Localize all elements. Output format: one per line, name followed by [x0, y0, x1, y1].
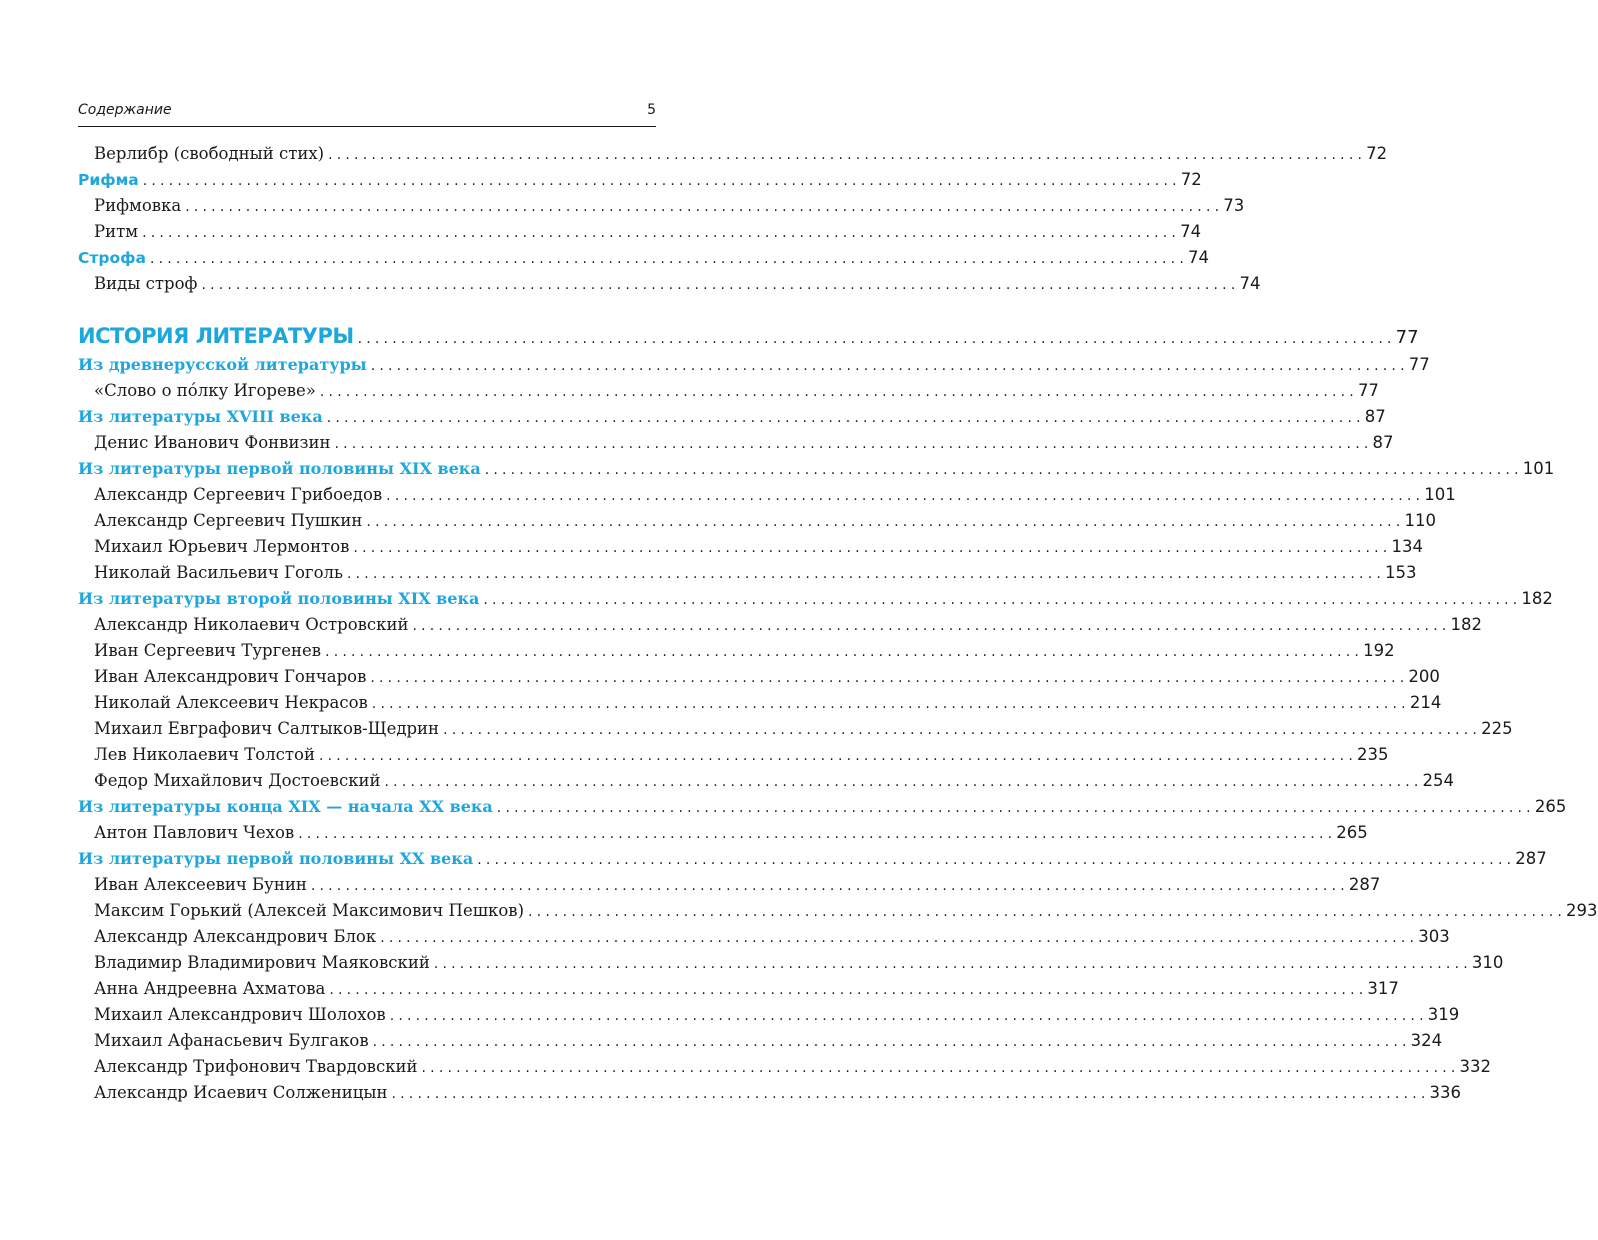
toc-entry-page: 200: [1408, 667, 1440, 686]
toc-entry-page: 310: [1471, 953, 1504, 972]
toc-entry-page: 74: [1180, 222, 1202, 241]
toc-entry-title: Из литературы XVIII века: [78, 407, 323, 426]
toc-entry-title: Из древнерусской литературы: [78, 355, 367, 374]
toc-entry-page: 265: [1336, 823, 1368, 842]
dot-leader: ........................................................................................................................: [496, 800, 1535, 816]
toc-entry-page: 73: [1223, 196, 1245, 215]
toc-entry: [78, 976, 1399, 1002]
toc-entry-page: 225: [1481, 719, 1513, 738]
toc-section-entry: [78, 245, 1209, 271]
toc-entry-title: ИСТОРИЯ ЛИТЕРАТУРЫ: [78, 324, 354, 348]
toc-entry: [78, 690, 1442, 716]
dot-leader: ........................................................................................................................: [433, 956, 1472, 972]
toc-section-entry: [78, 352, 1430, 378]
dot-leader: ........................................................................................................................: [366, 514, 1405, 530]
dot-leader: ........................................................................................................................: [310, 878, 1349, 894]
toc-entry-page: 182: [1521, 589, 1553, 608]
dot-leader: ........................................................................................................................: [185, 199, 1224, 215]
toc-entry-page: 134: [1391, 537, 1423, 556]
toc-entry-title: Иван Сергеевич Тургенев: [94, 641, 322, 660]
toc-entry-title: Михаил Александрович Шолохов: [94, 1005, 386, 1024]
toc-entry-page: 324: [1410, 1031, 1443, 1050]
toc-entry: [78, 508, 1436, 534]
toc-entry-title: Александр Сергеевич Пушкин: [94, 511, 363, 530]
toc-entry-title: Михаил Евграфович Салтыков-Щедрин: [94, 719, 440, 738]
toc-entry-title: Денис Иванович Фонвизин: [94, 433, 331, 452]
toc-entry: [78, 950, 1504, 976]
dot-leader: ........................................................................................................................: [389, 1008, 1428, 1024]
dot-leader: ........................................................................................................................: [386, 488, 1425, 504]
toc-entry-page: 265: [1534, 797, 1567, 816]
toc-entry-title: Ритм: [94, 222, 139, 241]
dot-leader: ........................................................................................................................: [346, 566, 1385, 582]
toc-section-entry: [78, 167, 1202, 193]
toc-entry-page: 101: [1424, 485, 1456, 504]
toc-entry-title: Анна Андреевна Ахматова: [94, 979, 326, 998]
toc-entry-title: «Слово о пóлку Игореве»: [94, 381, 316, 400]
dot-leader: ........................................................................................................................: [370, 670, 1409, 686]
toc-entry: [78, 534, 1423, 560]
toc-entry: [78, 924, 1450, 950]
toc-entry: [78, 820, 1368, 846]
dot-leader: ........................................................................................................................: [142, 173, 1181, 189]
dot-leader: ........................................................................................................................: [328, 147, 1367, 163]
toc-entry-title: Михаил Юрьевич Лермонтов: [94, 537, 350, 556]
dot-leader: ........................................................................................................................: [483, 592, 1522, 608]
toc-entry-title: Лев Николаевич Толстой: [94, 745, 315, 764]
toc-entry: [78, 193, 1245, 219]
toc-entry: [78, 482, 1456, 508]
dot-leader: ........................................................................................................................: [334, 436, 1373, 452]
toc-entry-page: 74: [1239, 274, 1261, 293]
toc-section-entry: [78, 794, 1567, 820]
dot-leader: ........................................................................................................................: [477, 852, 1516, 868]
toc-entry-page: 303: [1418, 927, 1450, 946]
toc-entry-title: Рифма: [78, 171, 139, 189]
toc-entry: [78, 664, 1440, 690]
toc-entry-page: 87: [1372, 433, 1394, 452]
toc-entry-title: Александр Сергеевич Грибоедов: [94, 485, 383, 504]
toc-entry: [78, 271, 1261, 297]
dot-leader: ........................................................................................................................: [412, 618, 1451, 634]
toc-part-heading: [78, 320, 1419, 352]
toc-entry: [78, 742, 1389, 768]
toc-entry: [78, 1028, 1443, 1054]
toc-section-entry: [78, 846, 1547, 872]
toc-entry-title: Из литературы конца XIX — начала XX века: [78, 797, 493, 816]
toc-entry-page: 77: [1395, 327, 1419, 348]
toc-entry: [78, 872, 1381, 898]
dot-leader: ........................................................................................................................: [528, 904, 1567, 920]
toc-entry: [78, 141, 1388, 167]
toc-entry-page: 87: [1364, 407, 1386, 426]
toc-entry-page: 72: [1180, 170, 1202, 189]
toc-entry-title: Федор Михайлович Достоевский: [94, 771, 381, 790]
toc-section-entry: [78, 456, 1555, 482]
dot-leader: ........................................................................................................................: [326, 410, 1365, 426]
toc-entry-title: Иван Алексеевич Бунин: [94, 875, 307, 894]
toc-entry: [78, 1054, 1492, 1080]
toc-entry: [78, 768, 1455, 794]
toc-entry-title: Александр Николаевич Островский: [94, 615, 409, 634]
toc-entry: [78, 378, 1379, 404]
toc-entry-page: 317: [1367, 979, 1399, 998]
toc-entry: [78, 560, 1417, 586]
toc-entry-page: 214: [1409, 693, 1442, 712]
dot-leader: ........................................................................................................................: [371, 696, 1410, 712]
dot-leader: ........................................................................................................................: [325, 644, 1364, 660]
toc-entry-title: Строфа: [78, 249, 146, 267]
dot-leader: ........................................................................................................................: [357, 331, 1396, 347]
toc-entry-page: 101: [1522, 459, 1555, 478]
toc-entry-page: 287: [1515, 849, 1547, 868]
toc-entry: [78, 219, 1202, 245]
table-of-contents: [78, 141, 1598, 1106]
toc-entry-title: Николай Алексеевич Некрасов: [94, 693, 368, 712]
toc-entry-title: Александр Александрович Блок: [94, 927, 377, 946]
dot-leader: ........................................................................................................................: [384, 774, 1423, 790]
dot-leader: ........................................................................................................................: [319, 384, 1358, 400]
toc-entry: [78, 1080, 1462, 1106]
toc-entry-page: 77: [1357, 381, 1379, 400]
toc-entry-title: Виды строф: [94, 274, 198, 293]
toc-entry-title: Из литературы второй половины XIX века: [78, 589, 480, 608]
dot-leader: ........................................................................................................................: [318, 748, 1357, 764]
toc-entry-title: Максим Горький (Алексей Максимович Пешков): [94, 901, 525, 920]
toc-entry-title: Рифмовка: [94, 196, 182, 215]
dot-leader: ........................................................................................................................: [298, 826, 1337, 842]
toc-entry-title: Из литературы первой половины XIX века: [78, 459, 481, 478]
dot-leader: ........................................................................................................................: [142, 225, 1181, 241]
running-header: [78, 100, 656, 127]
dot-leader: ........................................................................................................................: [484, 462, 1523, 478]
toc-entry: [78, 430, 1394, 456]
dot-leader: ........................................................................................................................: [421, 1060, 1460, 1076]
toc-entry-page: 153: [1385, 563, 1417, 582]
toc-entry-page: 287: [1348, 875, 1381, 894]
toc-section-entry: [78, 586, 1553, 612]
toc-entry: [78, 612, 1483, 638]
section-spacer: [78, 297, 656, 320]
dot-leader: ........................................................................................................................: [391, 1086, 1430, 1102]
toc-section-entry: [78, 404, 1386, 430]
page-number: 5: [647, 102, 656, 118]
toc-entry-page: 332: [1459, 1057, 1492, 1076]
toc-entry-title: Иван Александрович Гончаров: [94, 667, 367, 686]
toc-entry-page: 254: [1422, 771, 1455, 790]
dot-leader: ........................................................................................................................: [201, 277, 1240, 293]
toc-entry-title: Александр Исаевич Солженицын: [94, 1083, 388, 1102]
toc-entry: [78, 638, 1395, 664]
toc-entry-page: 235: [1356, 745, 1389, 764]
toc-entry-page: 182: [1450, 615, 1483, 634]
toc-entry-title: Александр Трифонович Твардовский: [94, 1057, 418, 1076]
toc-entry-page: 77: [1408, 355, 1430, 374]
dot-leader: ........................................................................................................................: [329, 982, 1368, 998]
dot-leader: ........................................................................................................................: [370, 358, 1409, 374]
toc-entry-title: Из литературы первой половины XX века: [78, 849, 474, 868]
dot-leader: ........................................................................................................................: [372, 1034, 1411, 1050]
toc-entry-title: Николай Васильевич Гоголь: [94, 563, 343, 582]
toc-entry: [78, 898, 1598, 924]
toc-entry-page: 336: [1429, 1083, 1462, 1102]
toc-entry-title: Антон Павлович Чехов: [94, 823, 295, 842]
toc-entry-page: 319: [1427, 1005, 1460, 1024]
toc-entry: [78, 1002, 1460, 1028]
toc-entry-title: Владимир Владимирович Маяковский: [94, 953, 430, 972]
toc-entry-page: 72: [1366, 144, 1388, 163]
dot-leader: ........................................................................................................................: [443, 722, 1482, 738]
toc-entry-title: Михаил Афанасьевич Булгаков: [94, 1031, 369, 1050]
toc-entry-page: 192: [1363, 641, 1395, 660]
toc-entry-page: 74: [1187, 248, 1209, 267]
toc-entry: [78, 716, 1513, 742]
toc-entry-title: Верлибр (свободный стих): [94, 144, 325, 163]
dot-leader: ........................................................................................................................: [353, 540, 1392, 556]
toc-entry-page: 110: [1404, 511, 1436, 530]
dot-leader: ........................................................................................................................: [149, 251, 1188, 267]
dot-leader: ........................................................................................................................: [380, 930, 1419, 946]
toc-entry-page: 293: [1566, 901, 1598, 920]
running-header-title: Содержание: [78, 102, 172, 118]
